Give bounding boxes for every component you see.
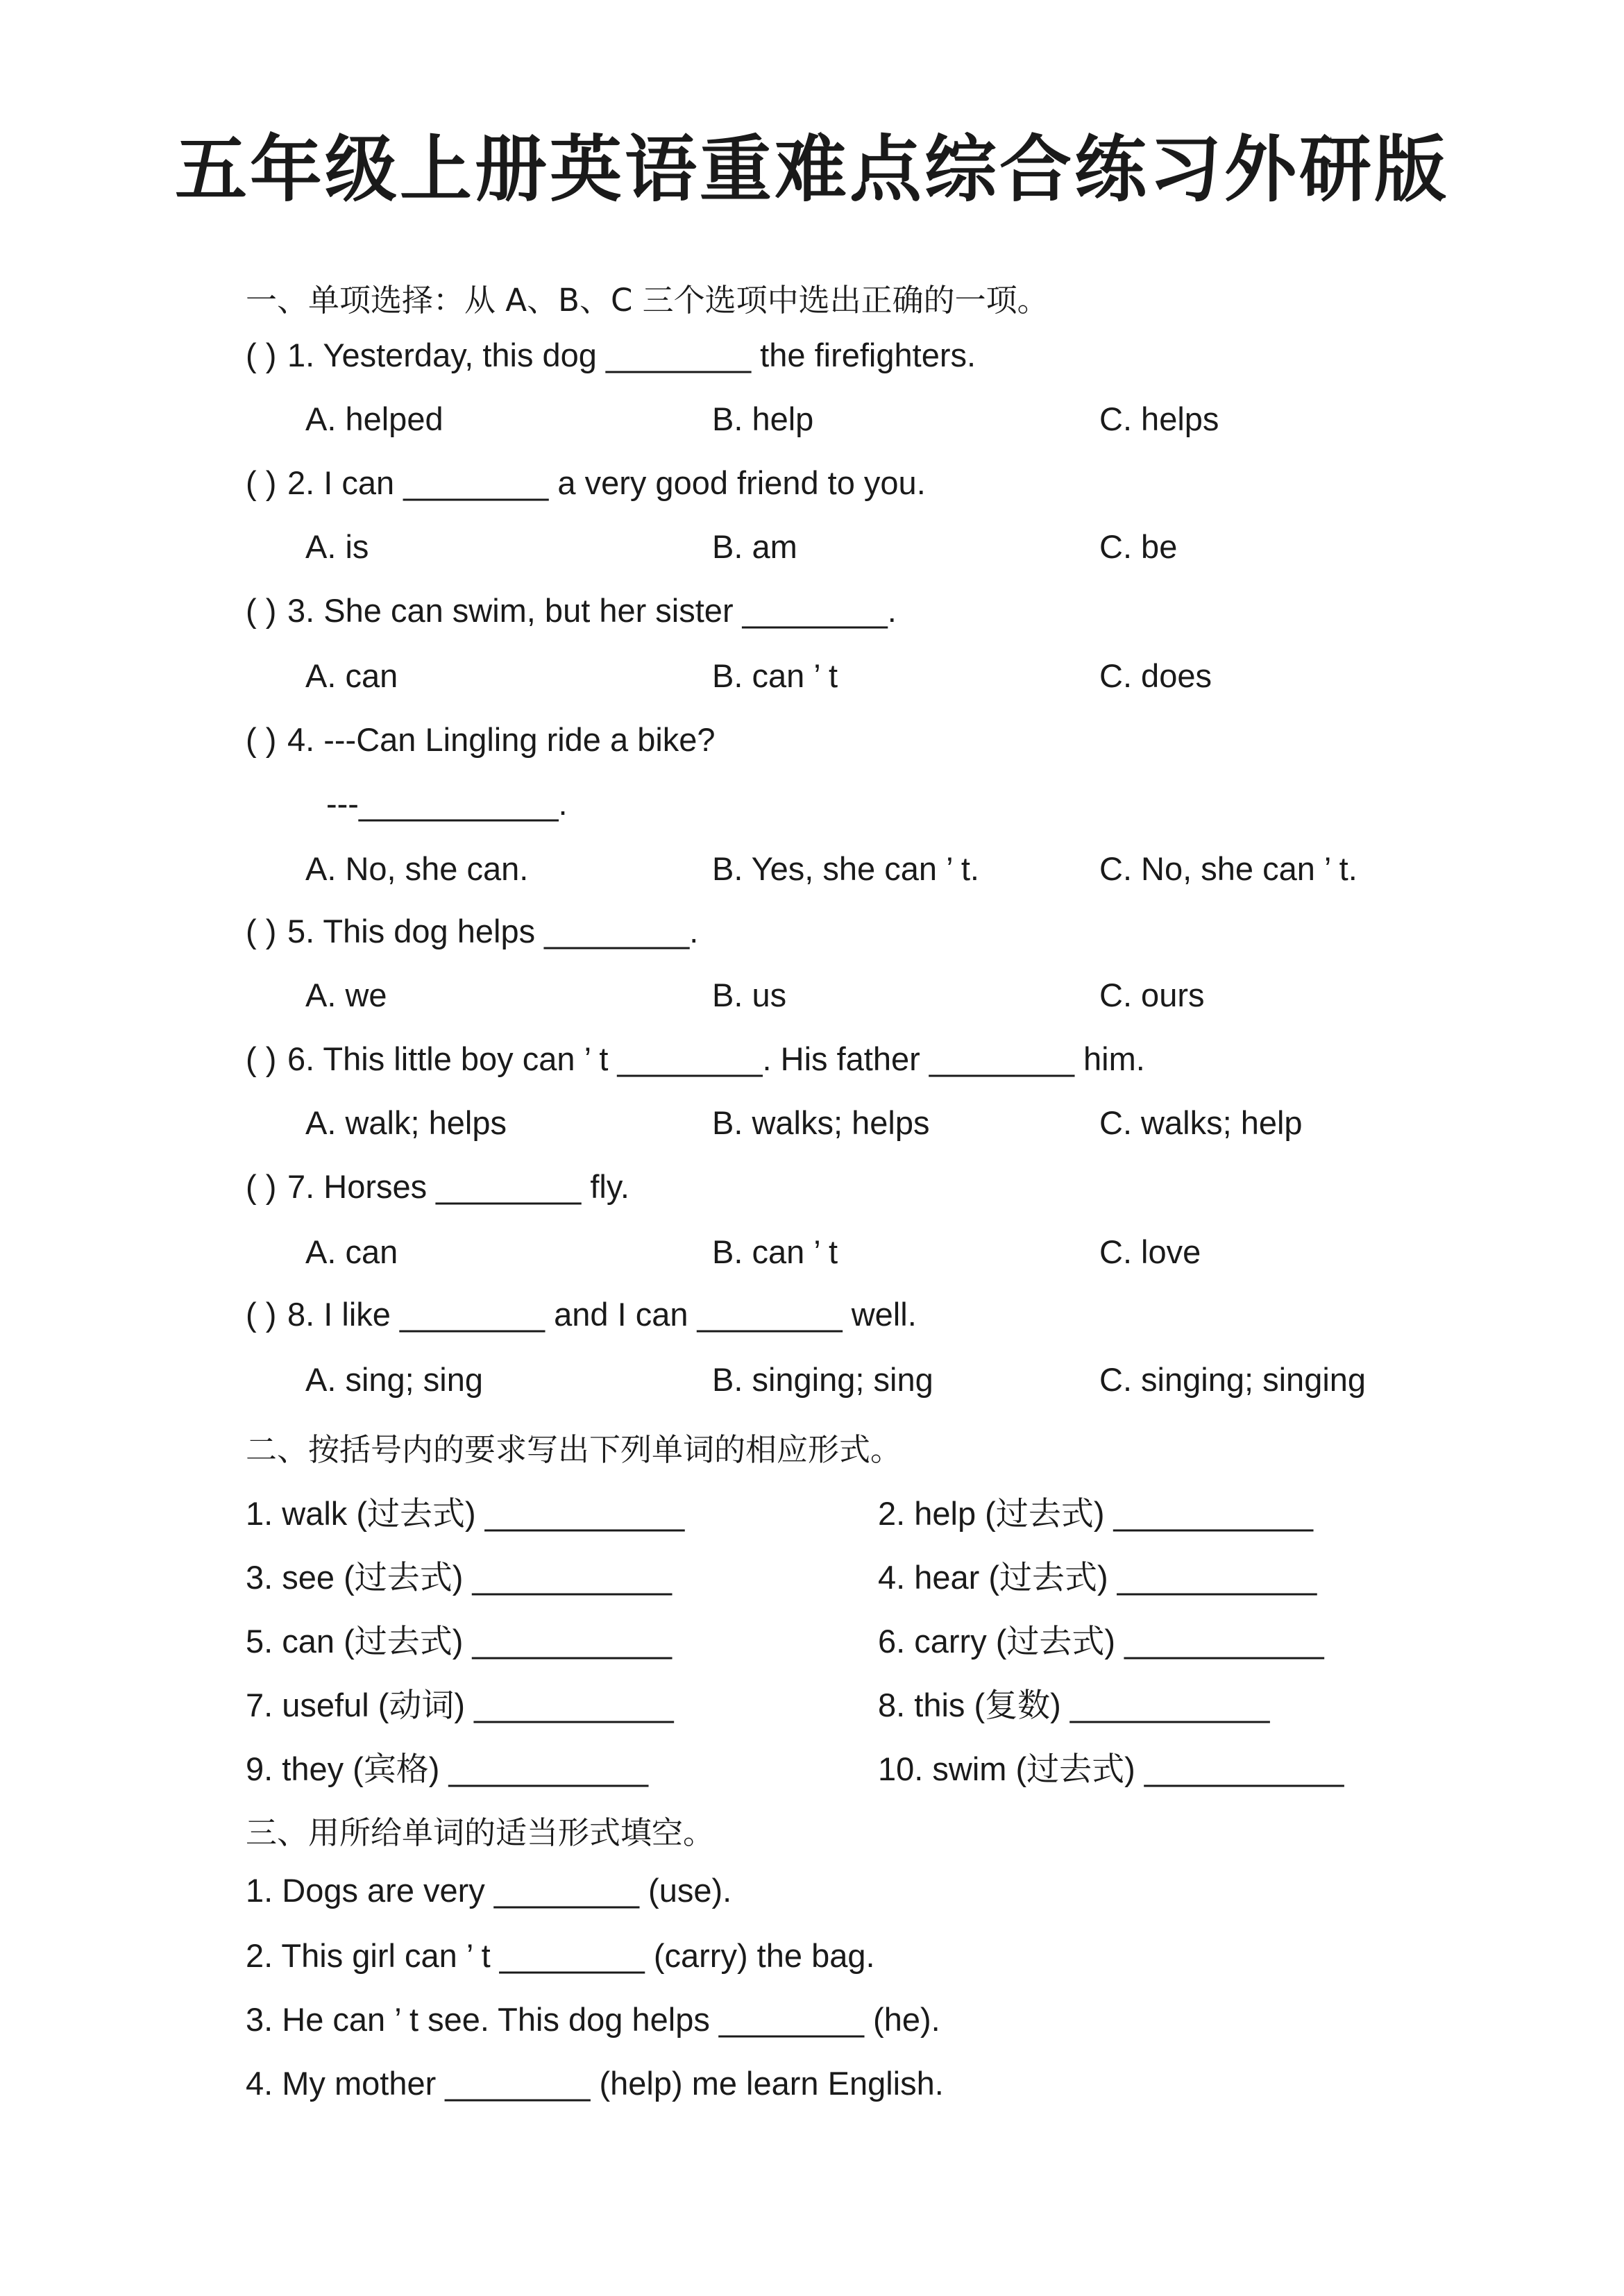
question-stem: 1. Yesterday, this dog ________ the firefighters.: [287, 337, 976, 373]
answer-paren: ( ): [246, 913, 277, 949]
option-a: A. No, she can.: [305, 850, 529, 887]
option-a: A. we: [305, 977, 387, 1013]
option-b: B. singing; sing: [712, 1361, 933, 1398]
word-form-item: 6. carry (过去式) ___________: [878, 1623, 1324, 1660]
option-c: C. helps: [1099, 400, 1219, 437]
question-stem: 7. Horses ________ fly.: [287, 1168, 629, 1205]
word-form-item: 8. this (复数) ___________: [878, 1687, 1270, 1723]
option-b: B. Yes, she can ’ t.: [712, 850, 979, 887]
word-form-item: 2. help (过去式) ___________: [878, 1495, 1314, 1532]
question-stem: 2. I can ________ a very good friend to you.: [287, 464, 926, 501]
question-stem: 5. This dog helps ________.: [287, 913, 699, 949]
question-stem: 8. I like ________ and I can ________ well.: [287, 1296, 917, 1333]
word-form-item: 7. useful (动词) ___________: [246, 1687, 674, 1723]
answer-paren: ( ): [246, 1040, 277, 1077]
question-stem: 4. ---Can Lingling ride a bike?: [287, 721, 716, 758]
option-c: C. love: [1099, 1233, 1201, 1270]
fill-blank-item: 3. He can ’ t see. This dog helps ________ (he).: [246, 2001, 940, 2038]
page-title: 五年级上册英语重难点综合练习外研版: [174, 127, 1449, 212]
fill-blank-item: 4. My mother ________ (help) me learn English.: [246, 2065, 944, 2102]
question-stem: 6. This little boy can ’ t ________. His father ________ him.: [287, 1040, 1145, 1077]
answer-paren: ( ): [246, 1168, 277, 1205]
option-b: B. am: [712, 528, 797, 565]
option-c: C. singing; singing: [1099, 1361, 1367, 1398]
fill-blank-item: 2. This girl can ’ t ________ (carry) the bag.: [246, 1937, 875, 1974]
word-form-item: 4. hear (过去式) ___________: [878, 1559, 1317, 1596]
option-c: C. be: [1099, 528, 1178, 565]
option-b: B. help: [712, 400, 814, 437]
option-a: A. can: [305, 657, 398, 694]
option-c: C. walks; help: [1099, 1104, 1303, 1141]
section2-heading: 二、按括号内的要求写出下列单词的相应形式。: [246, 1431, 902, 1468]
answer-paren: ( ): [246, 464, 277, 501]
question-answer-line: ---___________.: [326, 785, 568, 822]
option-b: B. can ’ t: [712, 1233, 838, 1270]
word-form-item: 3. see (过去式) ___________: [246, 1559, 672, 1596]
word-form-item: 10. swim (过去式) ___________: [878, 1750, 1344, 1787]
option-a: A. sing; sing: [305, 1361, 484, 1398]
word-form-item: 1. walk (过去式) ___________: [246, 1495, 685, 1532]
section1-heading: 一、单项选择：从 A、B、C 三个选项中选出正确的一项。: [246, 282, 1049, 319]
question-stem: 3. She can swim, but her sister ________.: [287, 592, 897, 629]
option-c: C. No, she can ’ t.: [1099, 850, 1357, 887]
word-form-item: 9. they (宾格) ___________: [246, 1750, 649, 1787]
word-form-item: 5. can (过去式) ___________: [246, 1623, 672, 1660]
answer-paren: ( ): [246, 337, 277, 373]
option-a: A. can: [305, 1233, 398, 1270]
option-b: B. can ’ t: [712, 657, 838, 694]
option-c: C. does: [1099, 657, 1212, 694]
fill-blank-item: 1. Dogs are very ________ (use).: [246, 1872, 732, 1909]
answer-paren: ( ): [246, 592, 277, 629]
answer-paren: ( ): [246, 721, 277, 758]
option-a: A. walk; helps: [305, 1104, 507, 1141]
option-b: B. walks; helps: [712, 1104, 930, 1141]
option-c: C. ours: [1099, 977, 1205, 1013]
option-b: B. us: [712, 977, 787, 1013]
option-a: A. helped: [305, 400, 443, 437]
answer-paren: ( ): [246, 1296, 277, 1333]
section3-heading: 三、用所给单词的适当形式填空。: [246, 1814, 715, 1851]
option-a: A. is: [305, 528, 369, 565]
